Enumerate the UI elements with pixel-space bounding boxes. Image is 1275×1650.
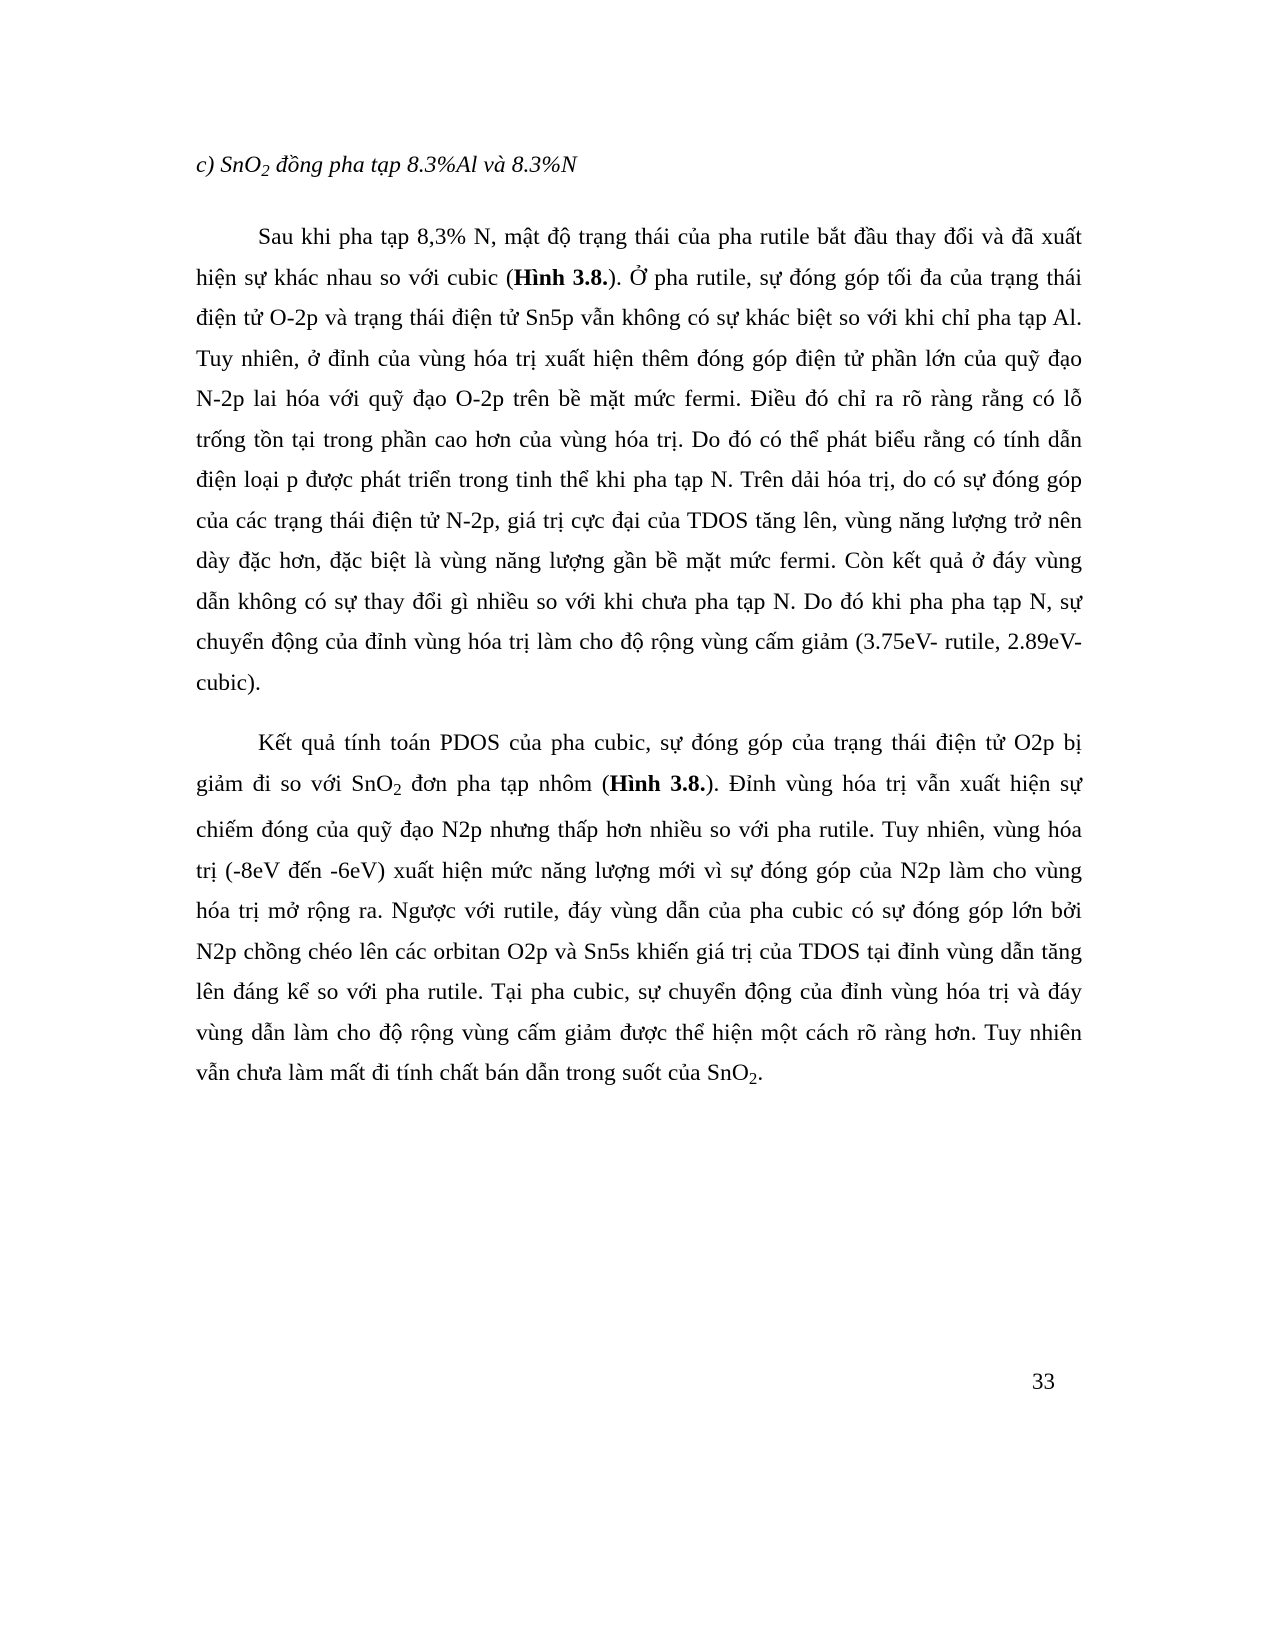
text-run: Kết quả tính toán PDOS của pha cubic, sự đóng góp của trạng thái điện tử O2p bị giảm đi so với SnO — [196, 730, 1082, 797]
chemical-subscript: 2 — [748, 1069, 758, 1089]
figure-reference: Hình 3.8. — [513, 264, 609, 291]
text-run: ). Ở pha rutile, sự đóng góp tối đa của trạng thái điện tử O-2p và trạng thái điện tử Sn5p vẫn không có sự khác biệt so với khi chỉ pha tạp Al. Tuy nhiên, ở đỉnh của vùng hóa trị xuất hiện thêm đóng góp điện tử phần lớn của quỹ đạo N-2p lai hóa với quỹ đạo O-2p trên bề mặt mức fermi. Điều đó chỉ ra rõ ràng rằng có lỗ trống tồn tại trong phần cao hơn của vùng hóa trị. Do đó có thể phát biểu rằng có tính dẫn điện loại p được phát triển trong tinh thể khi pha tạp N. Trên dải hóa trị, do có sự đóng góp của các trạng thái điện tử N-2p, giá trị cực đại của TDOS tăng lên, vùng năng lượng trở nên dày đặc hơn, đặc biệt là vùng năng lượng gần bề mặt mức fermi. Còn kết quả ở đáy vùng dẫn không có sự thay đổi gì nhiều so với khi chưa pha tạp N. Do đó khi pha pha tạp N, sự chuyển động của đỉnh vùng hóa trị làm cho độ rộng vùng cấm giảm (3.75eV- rutile, 2.89eV-cubic). — [196, 264, 1082, 696]
paragraph-2 — [196, 723, 1082, 1100]
page-content — [196, 150, 1082, 1100]
section-heading-prefix: c) SnO — [196, 152, 262, 178]
page-number: 33 — [1032, 1369, 1055, 1394]
text-run: đơn pha tạp nhôm ( — [401, 770, 610, 797]
paragraph-1 — [196, 217, 1082, 703]
text-run: ). Đỉnh vùng hóa trị vẫn xuất hiện sự chiếm đóng của quỹ đạo N2p nhưng thấp hơn nhiều so với pha rutile. Tuy nhiên, vùng hóa trị (-8eV đến -6eV) xuất hiện mức năng lượng mới vì sự đóng góp của N2p làm cho vùng hóa trị mở rộng ra. Ngược với rutile, đáy vùng dẫn của pha cubic có sự đóng góp lớn bởi N2p chồng chéo lên các orbitan O2p và Sn5s khiến giá trị của TDOS tại đỉnh vùng dẫn tăng lên đáng kể so với pha rutile. Tại pha cubic, sự chuyển động của đỉnh vùng hóa trị và đáy vùng dẫn làm cho độ rộng vùng cấm giảm được thể hiện một cách rõ ràng hơn. Tuy nhiên vẫn chưa làm mất đi tính chất bán dẫn trong suốt của SnO — [196, 770, 1083, 1087]
section-heading — [196, 150, 1082, 183]
section-heading-suffix: đồng pha tạp 8.3%Al và 8.3%N — [269, 152, 577, 178]
figure-reference: Hình 3.8. — [609, 770, 706, 797]
section-heading-subscript: 2 — [261, 161, 270, 181]
text-run: Sau khi pha tạp 8,3% N, mật độ trạng thái của pha rutile bắt đầu thay đổi và đã xuất hiện sự khác nhau so với cubic ( — [196, 224, 1082, 291]
text-run: . — [757, 1060, 764, 1087]
chemical-subscript: 2 — [393, 779, 402, 799]
